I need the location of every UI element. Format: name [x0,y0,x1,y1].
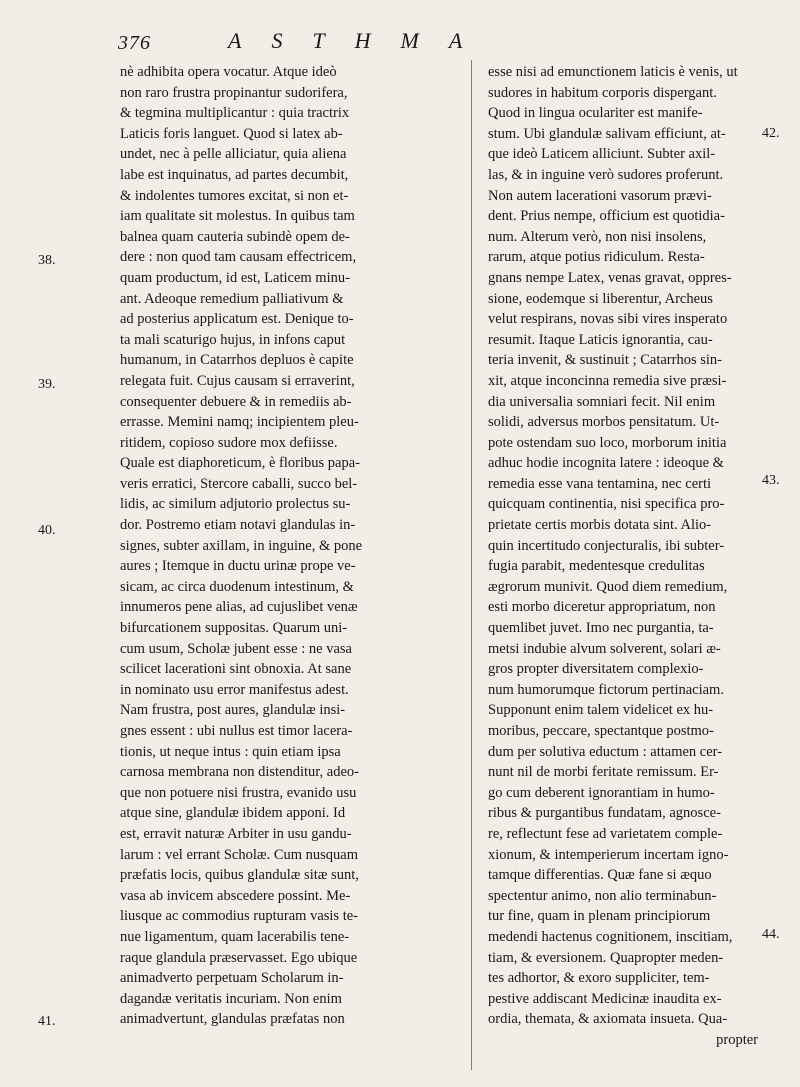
text-line: las, & in inguine verò sudores proferunt. [488,166,724,183]
text-line: Non autem lacerationi vasorum prævi- [488,187,712,204]
text-line: remedia esse vana tentamina, nec certi [488,475,712,492]
text-line: adhuc hodie incognita latere : ideoque & [488,455,724,472]
text-line: consequenter debuere & in remediis ab- [120,393,352,410]
text-line: resumit. Itaque Laticis ignorantia, cau- [488,331,713,348]
marginal-number-39: 39. [38,377,56,392]
text-line: pote ostendam suo loco, morborum initia [488,434,727,451]
text-line: innumeros pene alias, ad cujuslibet venæ [120,599,358,616]
text-line: ad posterius applicatum est. Denique to- [120,311,354,328]
text-line: labe est inquinatus, ad partes decumbit, [120,166,349,183]
text-line: tes adhortor, & exoro suppliciter, tem- [488,970,710,987]
text-line: ritidem, copioso sudore mox defiisse. [120,434,338,451]
text-line: iam qualitate sit molestus. In quibus tam [120,208,355,225]
text-line: carnosa membrana non distenditur, adeo- [120,764,359,781]
text-line: que non potuere nisi frustra, evanido usu [120,784,357,801]
text-line: esti morbo diceretur appropriatum, non [488,599,716,616]
text-line: quam productum, id est, Laticem minu- [120,269,350,286]
text-line: solidi, adversus morbos pensitatum. Ut- [488,414,720,431]
text-line: ordia, themata, & axiomata insueta. Qua- [488,1011,728,1028]
marginal-number-43: 43. [762,473,780,488]
text-line: lidis, ac similum adjutorio prolectus su- [120,496,351,513]
text-line: tionis, ut neque intus : quin etiam ipsa [120,743,341,760]
marginal-number-42: 42. [762,126,780,141]
text-line: xionum, & intemperierum incertam igno- [488,846,729,863]
text-line: atque sine, glandulæ ibidem apponi. Id [120,805,346,822]
text-line: re, reflectunt fese ad varietatem comple- [488,825,723,842]
running-head: ASTHMA [228,28,493,53]
text-line: raque glandula præservasset. Ego ubique [120,949,358,966]
text-line: dagandæ veritatis incuriam. Non enim [120,990,342,1007]
text-line: prietate certis morbis dotata sint. Alio- [488,517,712,534]
text-line: velut respirans, novas sibi vires insperato [488,311,728,328]
text-line: ribus & purgantibus fundatam, agnosce- [488,805,721,822]
text-line: nue ligamentum, quam lacerabilis tene- [120,928,350,945]
text-line: stum. Ubi glandulæ salivam efficiunt, at- [488,125,726,142]
text-line: metsi indubie alvum solverent, solari æ- [488,640,721,657]
text-line: & tegmina multiplicantur : quia tractrix [120,105,350,122]
text-line: dent. Prius nempe, officium est quotidia- [488,208,725,225]
text-line: quicquam continentia, nisi specifica pro- [488,496,725,513]
text-line: spectentur animo, non alio terminabun- [488,887,717,904]
text-line: animadverto perpetuam Scholarum in- [120,970,344,987]
text-line: liusque ac commodius rupturam vasis te- [120,908,358,925]
text-line: dia universalia somniari fecit. Nil enim [488,393,716,410]
text-line: gnes essent : ubi nullus est timor lacera- [120,723,353,739]
page-number: 376 [118,32,151,54]
marginal-number-44: 44. [762,927,780,942]
left-column [78,62,464,1030]
text-line: balnea quam cauteria subindè opem de- [120,228,350,245]
text-line: moribus, peccare, spectantque postmo- [488,723,714,739]
text-line: xit, atque inconcinna remedia sive præsi- [488,372,727,389]
text-line: cum usum, Scholæ jubent esse : ne vasa [120,640,352,657]
text-line: dor. Postremo etiam notavi glandulas in- [120,517,356,534]
text-line: tur fine, quam in plenam principiorum [488,908,711,925]
text-line: dum per solutiva eductum : attamen cer- [488,743,723,760]
text-line: relegata fuit. Cujus causam si erraverint, [120,372,355,389]
text-line: animadvertunt, glandulas præfatas non [120,1011,345,1028]
text-line: num humorumque fictorum pertinaciam. [488,681,724,698]
text-line: tamque differentias. Quæ fane si æquo [488,867,712,884]
text-line: ta mali scaturigo hujus, in infons caput [120,331,346,348]
text-line: gnans nempe Latex, venas gravat, oppres- [488,269,732,286]
text-line: pestive addiscant Medicinæ inaudita ex- [488,990,722,1007]
text-line: præfatis locis, quibus glandulæ sitæ sunt, [120,867,359,884]
text-line: dere : non quod tam causam effectricem, [120,249,357,266]
text-line: ægrorum munivit. Quod diem remedium, [488,578,728,595]
text-line: Quale est diaphoreticum, è floribus papa- [120,455,360,472]
text-line: Supponunt enim talem videlicet ex hu- [488,702,714,719]
text-line: humanum, in Catarrhos depluos è capite [120,352,354,369]
text-line: Quod in lingua oculariter est manife- [488,105,703,122]
text-line: Laticis foris languet. Quod si latex ab- [120,125,343,142]
text-line: larum : vel errant Scholæ. Cum nusquam [120,846,359,863]
text-line: rarum, atque potius ridiculum. Resta- [488,249,705,266]
marginal-number-41: 41. [38,1014,56,1029]
marginal-number-38: 38. [38,253,56,268]
text-line: scilicet lacerationi sint obnoxia. At sane [120,661,352,678]
column-rule [471,60,472,1070]
text-line: go cum deberent ignorantiam in humo- [488,784,715,801]
right-column [478,62,768,1051]
text-line: nunt nil de morbi feritate remissum. Er- [488,764,719,781]
text-line: ant. Adeoque remedium palliativum & [120,290,344,307]
text-line: veris erratici, Stercore caballi, succo bel- [120,475,358,492]
text-line: tiam, & eversionem. Quapropter meden- [488,949,724,966]
text-line: fugia parabit, medentesque credulitas [488,558,705,575]
text-line: medendi hactenus cognitionem, inscitiam, [488,928,733,945]
text-line: non raro frustra propinantur sudorifera, [120,84,348,101]
marginal-number-40: 40. [38,523,56,538]
text-line: undet, nec à pelle alliciatur, quia aliena [120,146,347,163]
text-line: vasa ab invicem abscedere possint. Me- [120,887,351,904]
text-line: esse nisi ad emunctionem laticis è venis, ut [488,64,738,80]
text-line: signes, subter axillam, in inguine, & pone [120,537,363,554]
text-line: sudores in habitum corporis dispergant. [488,84,717,101]
text-line: errasse. Memini namq; incipientem pleu- [120,414,359,431]
text-line: in nominato usu error manifestus adest. [120,681,349,698]
text-line: aures ; Itemque in ductu urinæ prope ve- [120,558,356,575]
text-line: Nam frustra, post aures, glandulæ insi- [120,702,346,719]
text-line: & indolentes tumores excitat, si non et- [120,187,349,204]
text-line: teria invenit, & sustinuit ; Catarrhos sin- [488,352,722,369]
text-line: est, erravit naturæ Arbiter in usu gandu- [120,825,352,842]
text-line: propter [716,1031,758,1048]
text-line: nè adhibita opera vocatur. Atque ideò [120,64,337,80]
page-header [118,24,718,58]
text-line: bifurcationem suppositas. Quarum uni- [120,620,348,637]
text-line: que ideò Laticem alliciunt. Subter axil- [488,146,716,163]
text-line: gros propter diversitatem complexio- [488,661,704,678]
text-line: num. Alterum verò, non nisi insolens, [488,228,707,245]
text-line: sione, eodemque si liberentur, Archeus [488,290,713,307]
text-line: quemlibet juvet. Imo nec purgantia, ta- [488,620,714,637]
text-line: quin incertitudo conjecturalis, ibi subter- [488,537,725,554]
text-line: sicam, ac circa duodenum intestinum, & [120,578,354,595]
